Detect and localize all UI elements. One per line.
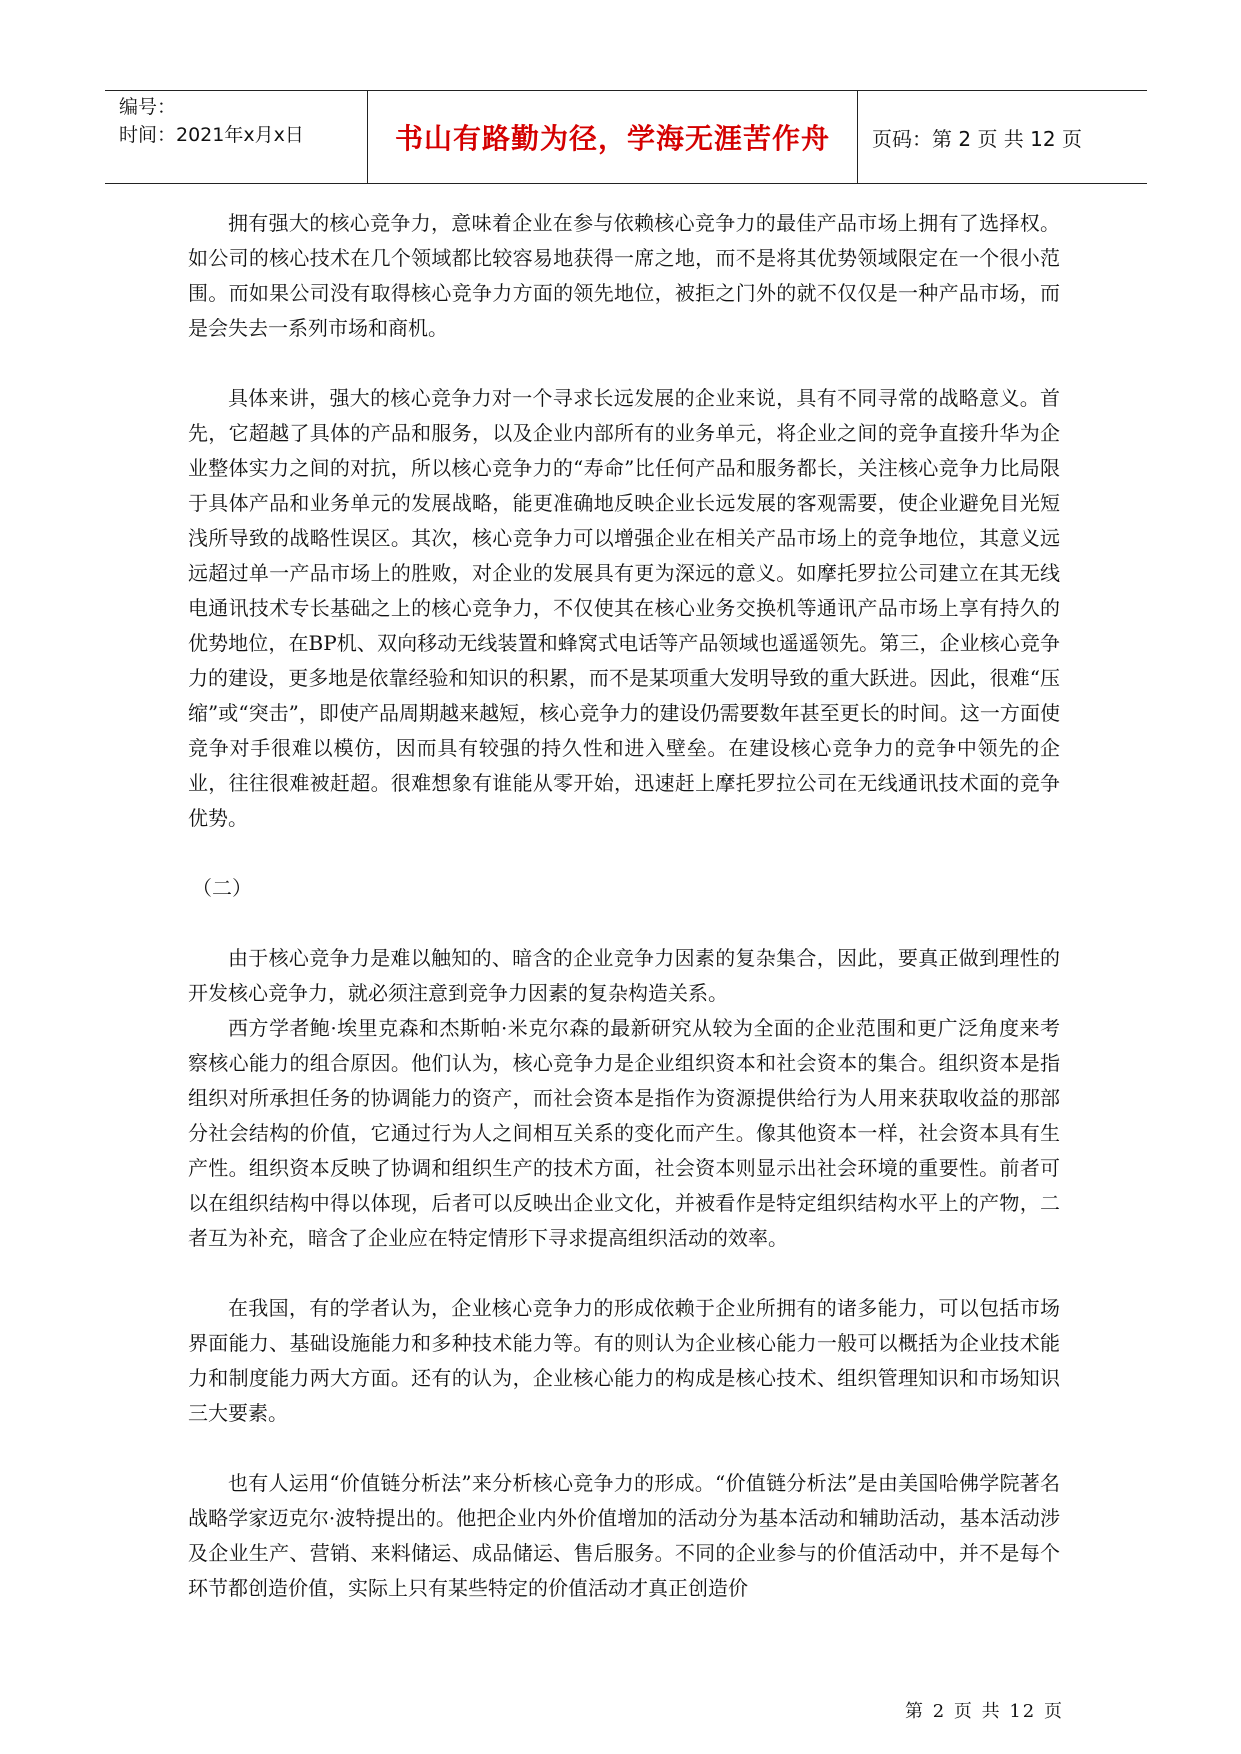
body-paragraph: 西方学者鲍·埃里克森和杰斯帕·米克尔森的最新研究从较为全面的企业范围和更广泛角度来考察核心能力的组合原因。他们认为，核心竞争力是企业组织资本和社会资本的集合。组织资本是指组织对所承担任务的协调能力的资产，而社会资本是指作为资源提供给行为人用来获取收益的那部分社会结构的价值，它通过行为人之间相互关系的变化而产生。像其他资本一样，社会资本具有生产性。组织资本反映了协调和组织生产的技术方面，社会资本则显示出社会环境的重要性。前者可以在组织结构中得以体现，后者可以反映出企业文化，并被看作是特定组织结构水平上的产物，二者互为补充，暗含了企业应在特定情形下寻求提高组织活动的效率。 xyxy=(188,1016,1060,1250)
body-paragraph: 由于核心竞争力是难以触知的、暗含的企业竞争力因素的复杂集合，因此，要真正做到理性的开发核心竞争力，就必须注意到竞争力因素的复杂构造关系。 xyxy=(188,946,1060,1005)
section-heading: （二） xyxy=(192,876,252,900)
header-motto: 书山有路勤为径，学海无涯苦作舟 xyxy=(368,91,858,183)
document-body xyxy=(188,206,1060,1606)
body-paragraph: 拥有强大的核心竞争力，意味着企业在参与依赖核心竞争力的最佳产品市场上拥有了选择权。如公司的核心技术在几个领域都比较容易地获得一席之地，而不是将其优势领域限定在一个很小范围。而如果公司没有取得核心竞争力方面的领先地位，被拒之门外的就不仅仅是一种产品市场，而是会失去一系列市场和商机。 xyxy=(188,211,1060,340)
body-paragraph: 也有人运用“价值链分析法”来分析核心竞争力的形成。“价值链分析法”是由美国哈佛学院著名战略学家迈克尔·波特提出的。他把企业内外价值增加的活动分为基本活动和辅助活动，基本活动涉及企业生产、营销、来料储运、成品储运、售后服务。不同的企业参与的价值活动中，并不是每个环节都创造价值，实际上只有某些特定的价值活动才真正创造价 xyxy=(188,1471,1060,1600)
page-footer: 第 2 页 共 12 页 xyxy=(905,1701,1064,1722)
body-paragraph: 在我国，有的学者认为，企业核心竞争力的形成依赖于企业所拥有的诸多能力，可以包括市场界面能力、基础设施能力和多种技术能力等。有的则认为企业核心能力一般可以概括为企业技术能力和制度能力两大方面。还有的认为，企业核心能力的构成是核心技术、组织管理知识和市场知识三大要素。 xyxy=(188,1296,1060,1425)
header-page-number: 页码：第 2 页 共 12 页 xyxy=(872,126,1082,151)
document-time-label: 时间：2021年x月x日 xyxy=(119,124,304,146)
body-paragraph: 具体来讲，强大的核心竞争力对一个寻求长远发展的企业来说，具有不同寻常的战略意义。首先，它超越了具体的产品和服务，以及企业内部所有的业务单元，将企业之间的竞争直接升华为企业整体实力之间的对抗，所以核心竞争力的“寿命”比任何产品和服务都长，关注核心竞争力比局限于具体产品和业务单元的发展战略，能更准确地反映企业长远发展的客观需要，使企业避免目光短浅所导致的战略性误区。其次，核心竞争力可以增强企业在相关产品市场上的竞争地位，其意义远远超过单一产品市场上的胜败，对企业的发展具有更为深远的意义。如摩托罗拉公司建立在其无线电通讯技术专长基础之上的核心竞争力，不仅使其在核心业务交换机等通讯产品市场上享有持久的优势地位，在BP机、双向移动无线装置和蜂窝式电话等产品领域也遥遥领先。第三，企业核心竞争力的建设，更多地是依靠经验和知识的积累，而不是某项重大发明导致的重大跃进。因此，很难“压缩”或“突击”，即使产品周期越来越短，核心竞争力的建设仍需要数年甚至更长的时间。这一方面使竞争对手很难以模仿，因而具有较强的持久性和进入壁垒。在建设核心竞争力的竞争中领先的企业，往往很难被赶超。很难想象有谁能从零开始，迅速赶上摩托罗拉公司在无线通讯技术面的竞争优势。 xyxy=(188,386,1060,830)
document-number-label: 编号： xyxy=(119,96,177,118)
header-meta xyxy=(105,91,368,183)
page-header xyxy=(105,90,1147,184)
